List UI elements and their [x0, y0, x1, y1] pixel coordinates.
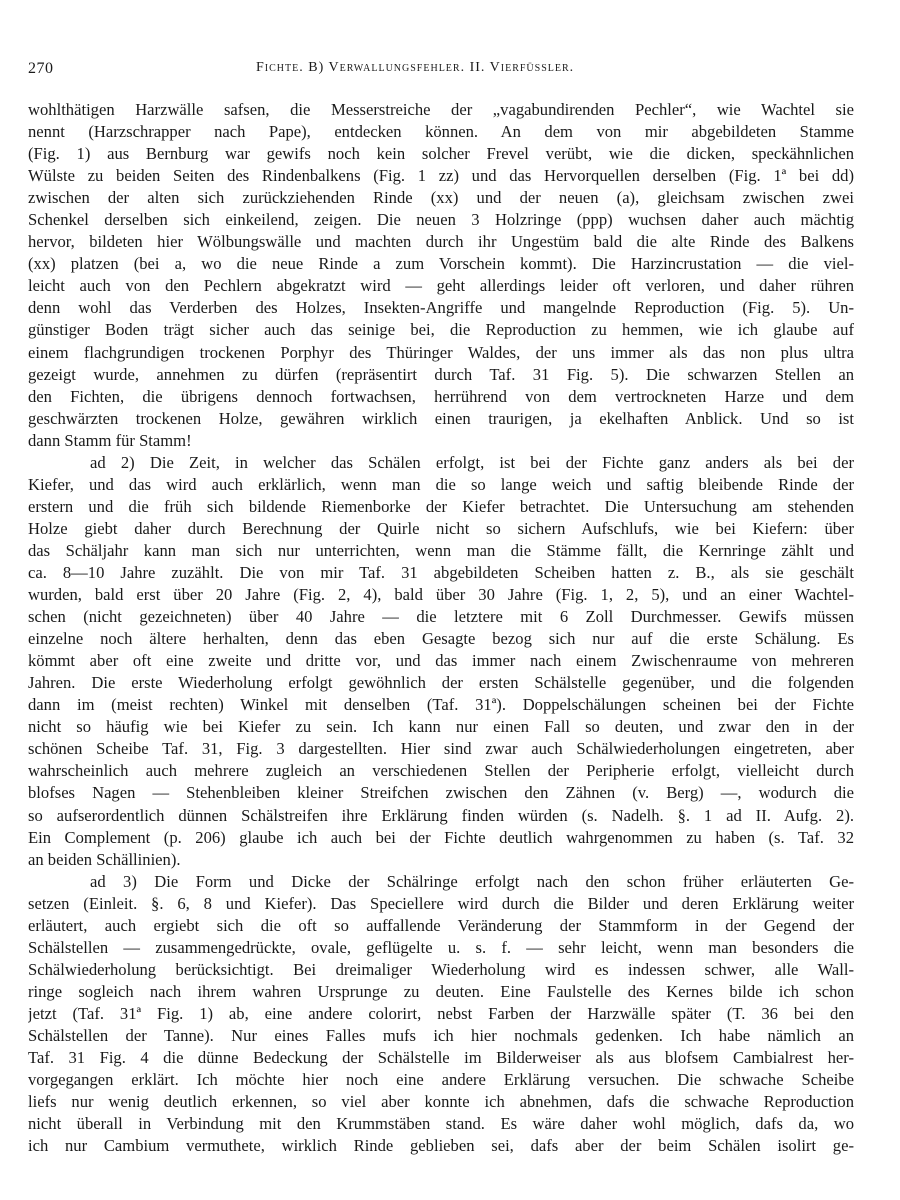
text-line: kömmt aber oft eine zweite und dritte vor, und das immer nach einem Zwischenraume von mehreren: [28, 651, 854, 671]
text-line: Wülste zu beiden Seiten des Rindenbalkens (Fig. 1 zz) und das Hervorquellen derselben (Fig. 1ª bei dd): [28, 166, 854, 186]
text-line: Holze giebt daher durch Berechnung der Quirle nicht so sichern Aufschlufs, wie bei Kiefern: über: [28, 518, 854, 538]
text-line: (xx) platzen (bei a, wo die neue Rinde a zum Vorschein kommt). Die Harzincrustation — die viel-: [28, 254, 854, 274]
text-line: zwischen der alten sich zurückziehenden Rinde (xx) und der neuen (a), gleichsam zwischen zwei: [28, 188, 854, 208]
text-line: dann im (meist rechten) Winkel mit denselben (Taf. 31ª). Doppelschälungen scheinen bei der Fichte: [28, 695, 854, 715]
text-line: erläutert, auch ergiebt sich die oft so auffallende Veränderung der Stammform in der Gegend der: [28, 915, 854, 935]
text-line: wohlthätigen Harzwälle safsen, die Messerstreiche der „vagabundirenden Pechler“, wie Wachtel sie: [28, 100, 854, 119]
text-line: Taf. 31 Fig. 4 die dünne Bedeckung der Schälstelle im Bilderweiser als aus blofsem Cambialrest her-: [28, 1048, 854, 1068]
text-line: nicht so häufig wie bei Kiefer zu sein. Ich kann nur einen Fall so deuten, und zwar den in der: [28, 717, 854, 737]
text-line: wahrscheinlich auch mehrere zugleich an verschiedenen Stellen der Peripherie erfolgt, vielleicht durch: [28, 761, 854, 781]
text-line: ad 2) Die Zeit, in welcher das Schälen erfolgt, ist bei der Fichte ganz anders als bei der: [90, 452, 854, 472]
text-line: Jahren. Die erste Wiederholung erfolgt gewöhnlich der ersten Schälstelle gegenüber, und die folgenden: [28, 673, 854, 693]
text-line: einzelne noch ältere herhalten, denn das eben Gesagte bezog sich nur auf die erste Schälung. Es: [28, 629, 854, 649]
text-line: einem flachgrundigen trockenen Porphyr des Thüringer Waldes, der uns immer als das non plus ultra: [28, 342, 854, 362]
text-line: geschwärzten trockenen Holze, gewähren wirklich einen traurigen, ja ekelhaften Anblick. Und so ist: [28, 408, 854, 428]
body-text: [28, 99, 854, 1157]
text-line: nennt (Harzschrapper nach Pape), entdecken können. An dem von mir abgebildeten Stamme: [28, 122, 854, 142]
text-line: blofses Nagen — Stehenbleiben kleiner Streifchen zwischen den Zähnen (v. Berg) —, wodurch die: [28, 783, 854, 803]
page-number: 270: [28, 60, 54, 77]
text-line: an beiden Schällinien).: [28, 849, 181, 869]
text-line: Schälstellen — zusammengedrückte, ovale, geflügelte u. s. f. — sehr leicht, wenn man besonders die: [28, 937, 854, 957]
text-line: vorgegangen erklärt. Ich möchte hier noch eine andere Erklärung versuchen. Die schwache Scheibe: [28, 1070, 854, 1090]
text-line: schönen Scheibe Taf. 31, Fig. 3 dargestellten. Hier sind zwar auch Schälwiederholungen eingetreten, aber: [28, 739, 854, 759]
text-line: jetzt (Taf. 31ª Fig. 1) ab, eine andere colorirt, nebst Farben der Harzwälle später (T. 36 bei den: [28, 1003, 854, 1023]
text-line: erstern und die früh sich bildende Riemenborke der Kiefer betrachtet. Die Untersuchung am stehenden: [28, 496, 854, 516]
text-line: das Schäljahr kann man sich nur unterrichten, wenn man die Stämme fällt, die Kernringe zählt und: [28, 540, 854, 560]
text-line: ich nur Cambium vermuthete, wirklich Rinde geblieben sei, dafs aber der beim Schälen isolirt ge-: [28, 1136, 854, 1156]
text-line: ca. 8—10 Jahre zuzählt. Die von mir Taf. 31 abgebildeten Scheiben hatten z. B., als sie geschält: [28, 562, 854, 582]
text-line: Schenkel derselben sich einkeilend, zeigen. Die neuen 3 Holzringe (ppp) wuchsen daher auch mächtig: [28, 210, 854, 230]
text-line: wurden, bald erst über 20 Jahre (Fig. 2, 4), bald über 30 Jahre (Fig. 1, 2, 5), und an einer Wachtel-: [28, 585, 854, 605]
text-line: Ein Complement (p. 206) glaube ich auch bei der Fichte deutlich wahrgenommen zu haben (s. Taf. 32: [28, 827, 854, 847]
text-line: hervor, bildeten hier Wölbungswälle und machten durch ihr Ungestüm bald die alte Rinde des Balkens: [28, 232, 854, 252]
text-line: Kiefer, und das wird auch erklärlich, wenn man die so lange weich und saftig bleibende Rinde der: [28, 474, 854, 494]
text-line: ringe sogleich nach ihrem wahren Ursprunge zu deuten. Eine Faulstelle des Kernes bilde ich schon: [28, 981, 854, 1001]
text-line: denn wohl das Verderben des Holzes, Insekten-Angriffe und mangelnde Reproduction (Fig. 5). Un-: [28, 298, 854, 318]
text-line: liefs nur wenig deutlich erkennen, so viel aber konnte ich abnehmen, dafs die schwache Reproduction: [28, 1092, 854, 1112]
text-line: (Fig. 1) aus Bernburg war gewifs noch kein solcher Frevel verübt, wie die dicken, speckähnlichen: [28, 144, 854, 164]
text-line: günstiger Boden trägt sicher auch das seinige bei, die Reproduction zu hemmen, wie ich glaube auf: [28, 320, 854, 340]
text-line: ad 3) Die Form und Dicke der Schälringe erfolgt nach den schon früher erläuterten Ge-: [90, 871, 854, 891]
text-line: Schälwiederholung berücksichtigt. Bei dreimaliger Wiederholung wird es indessen schwer, alle Wall-: [28, 959, 854, 979]
text-line: setzen (Einleit. §. 6, 8 und Kiefer). Das Speciellere wird durch die Bilder und deren Erklärung weiter: [28, 893, 854, 913]
text-line: Schälstellen der Tanne). Nur eines Falles mufs ich hier nochmals gedenken. Ich habe nämlich an: [28, 1025, 854, 1045]
text-line: so aufserordentlich dünnen Schälstreifen ihre Erklärung finden würden (s. Nadelh. §. 1 ad II. Aufg. 2).: [28, 805, 854, 825]
text-line: dann Stamm für Stamm!: [28, 430, 192, 450]
running-title: Fichte. B) Verwallungsfehler. II. Vierfüssler.: [256, 60, 575, 75]
text-line: den Fichten, die übrigens dennoch fortwachsen, herrührend von dem vertrockneten Harze und dem: [28, 386, 854, 406]
text-line: nicht überall in Verbindung mit den Krummstäben stand. Es wäre daher wohl möglich, dafs da, wo: [28, 1114, 854, 1134]
text-line: gezeigt wurde, annehmen zu dürfen (repräsentirt durch Taf. 31 Fig. 5). Die schwarzen Stellen an: [28, 364, 854, 384]
text-line: schen (nicht gezeichneten) über 40 Jahre — die letztere mit 6 Zoll Durchmesser. Gewifs müssen: [28, 607, 854, 627]
text-line: leicht auch von den Pechlern abgekratzt wird — geht allerdings leider oft verloren, und daher rühren: [28, 276, 854, 296]
running-head: [28, 60, 854, 84]
